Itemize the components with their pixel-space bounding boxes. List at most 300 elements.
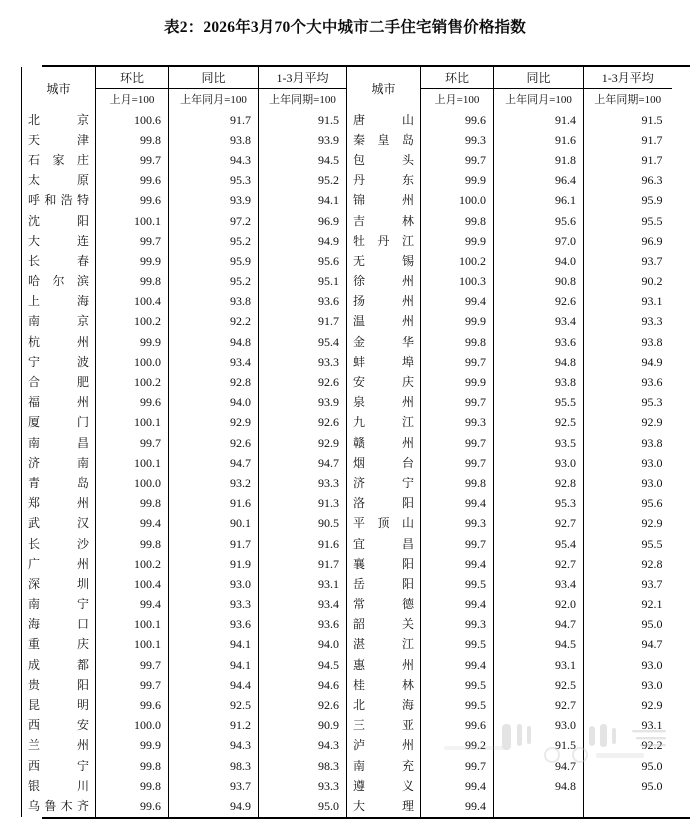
city-name-right — [347, 635, 421, 655]
value-mom-right: 99.8 — [421, 473, 494, 493]
city-label: 三亚 — [353, 718, 414, 733]
value-mom-right: 99.7 — [421, 393, 494, 413]
value-avg-left: 93.6 — [259, 292, 347, 312]
value-yoy-right: 95.5 — [494, 393, 584, 413]
city-label: 大理 — [353, 798, 414, 813]
value-avg-left: 92.6 — [259, 695, 347, 715]
table-row — [22, 695, 672, 715]
city-name-left — [22, 272, 96, 292]
city-label: 金华 — [353, 334, 414, 349]
city-label: 南充 — [353, 758, 414, 773]
city-name-right — [347, 453, 421, 473]
city-label: 宁波 — [28, 354, 89, 369]
city-label: 太原 — [28, 173, 89, 188]
value-yoy-left: 94.3 — [169, 736, 259, 756]
value-yoy-left: 92.2 — [169, 312, 259, 332]
city-name-left — [22, 494, 96, 514]
value-avg-left: 93.9 — [259, 393, 347, 413]
city-label: 南京 — [28, 314, 89, 329]
city-label: 海口 — [28, 617, 89, 632]
value-mom-left: 100.1 — [96, 453, 169, 473]
city-name-right — [347, 150, 421, 170]
city-name-left — [22, 433, 96, 453]
city-name-right — [347, 655, 421, 675]
table-row — [22, 372, 672, 392]
city-name-left — [22, 554, 96, 574]
value-yoy-right: 97.0 — [494, 231, 584, 251]
value-mom-left: 99.9 — [96, 736, 169, 756]
header-basis-yoy-right: 上年同月=100 — [494, 89, 584, 111]
city-name-right — [347, 736, 421, 756]
value-yoy-left: 90.1 — [169, 514, 259, 534]
value-avg-left: 93.3 — [259, 352, 347, 372]
value-yoy-right: 95.4 — [494, 534, 584, 554]
value-mom-right: 99.7 — [421, 453, 494, 473]
city-name-left — [22, 473, 96, 493]
value-mom-right: 99.2 — [421, 736, 494, 756]
value-avg-right: 94.9 — [641, 354, 663, 369]
value-yoy-left: 95.2 — [169, 231, 259, 251]
value-yoy-right: 91.5 — [494, 736, 584, 756]
city-label: 昆明 — [28, 698, 89, 713]
value-mom-left: 99.6 — [96, 171, 169, 191]
value-yoy-left: 92.8 — [169, 372, 259, 392]
city-label: 湛江 — [353, 637, 414, 652]
value-avg-right: 93.8 — [641, 435, 663, 450]
value-mom-right: 99.4 — [421, 494, 494, 514]
city-label: 包头 — [353, 152, 414, 167]
value-yoy-left: 93.4 — [169, 352, 259, 372]
city-name-right — [347, 171, 421, 191]
table-row — [22, 332, 672, 352]
city-name-right — [347, 534, 421, 554]
value-avg-right: 93.8 — [641, 334, 663, 349]
city-name-left — [22, 231, 96, 251]
city-name-left — [22, 695, 96, 715]
price-index-table — [21, 67, 672, 817]
value-avg-left: 94.0 — [259, 635, 347, 655]
value-avg-right: 91.5 — [641, 112, 663, 127]
value-avg-left: 90.9 — [259, 716, 347, 736]
value-avg-right: 96.3 — [641, 173, 663, 188]
header-group-avg-right: 1-3月平均 — [584, 67, 672, 89]
value-yoy-left: 93.2 — [169, 473, 259, 493]
city-label: 广州 — [28, 556, 89, 571]
value-avg-left: 90.5 — [259, 514, 347, 534]
city-label: 西安 — [28, 718, 89, 733]
header-basis-mom-right: 上月=100 — [421, 89, 494, 111]
city-name-left — [22, 130, 96, 150]
value-yoy-right: 92.8 — [494, 473, 584, 493]
value-yoy-left: 94.4 — [169, 675, 259, 695]
city-label: 沈阳 — [28, 213, 89, 228]
city-label: 宜昌 — [353, 536, 414, 551]
city-label: 蚌埠 — [353, 354, 414, 369]
city-name-right — [347, 272, 421, 292]
city-label: 深圳 — [28, 576, 89, 591]
value-yoy-right: 92.0 — [494, 595, 584, 615]
table-header — [22, 67, 672, 110]
table-area — [0, 65, 690, 819]
city-name-left — [22, 191, 96, 211]
value-avg-right: 93.7 — [641, 253, 663, 268]
city-label: 大连 — [28, 233, 89, 248]
table-row — [22, 716, 672, 736]
city-name-right — [347, 514, 421, 534]
city-name-left — [22, 413, 96, 433]
table-row — [22, 574, 672, 594]
value-yoy-right: 93.8 — [494, 372, 584, 392]
city-name-left — [22, 171, 96, 191]
value-avg-right: 93.0 — [641, 475, 663, 490]
value-avg-right: 93.7 — [641, 576, 663, 591]
city-name-right — [347, 695, 421, 715]
value-yoy-left: 93.9 — [169, 191, 259, 211]
city-name-right — [347, 372, 421, 392]
city-label: 郑州 — [28, 496, 89, 511]
table-row — [22, 494, 672, 514]
value-mom-right: 99.6 — [421, 110, 494, 130]
city-name-right — [347, 292, 421, 312]
city-name-right — [347, 574, 421, 594]
value-yoy-left: 94.0 — [169, 393, 259, 413]
city-label: 天津 — [28, 132, 89, 147]
value-mom-left: 100.1 — [96, 413, 169, 433]
value-mom-right: 99.7 — [421, 433, 494, 453]
value-mom-left: 99.7 — [96, 231, 169, 251]
city-name-right — [347, 231, 421, 251]
table-row — [22, 554, 672, 574]
value-yoy-right: 92.7 — [494, 554, 584, 574]
value-mom-right: 99.3 — [421, 514, 494, 534]
city-label: 济宁 — [353, 475, 414, 490]
value-mom-right: 99.7 — [421, 352, 494, 372]
value-mom-left: 99.7 — [96, 433, 169, 453]
value-yoy-right: 93.5 — [494, 433, 584, 453]
table-row — [22, 655, 672, 675]
header-group-yoy-left: 同比 — [169, 67, 259, 89]
value-yoy-left: 94.1 — [169, 655, 259, 675]
value-mom-left: 99.4 — [96, 595, 169, 615]
value-mom-left: 100.0 — [96, 352, 169, 372]
table-row — [22, 130, 672, 150]
city-name-right — [347, 615, 421, 635]
value-mom-right: 99.7 — [421, 150, 494, 170]
value-avg-left: 93.4 — [259, 595, 347, 615]
city-name-right — [347, 251, 421, 271]
value-mom-left: 99.8 — [96, 776, 169, 796]
value-avg-right: 95.6 — [641, 496, 663, 511]
city-label: 济南 — [28, 455, 89, 470]
value-mom-left: 100.4 — [96, 574, 169, 594]
value-mom-left: 99.6 — [96, 393, 169, 413]
value-avg-right: 93.0 — [641, 657, 663, 672]
value-avg-right: 95.0 — [641, 758, 663, 773]
city-label: 长春 — [28, 253, 89, 268]
value-yoy-left: 94.1 — [169, 635, 259, 655]
city-name-left — [22, 110, 96, 130]
city-label: 石家庄 — [28, 152, 89, 167]
value-avg-left: 95.4 — [259, 332, 347, 352]
value-avg-left: 93.6 — [259, 615, 347, 635]
city-name-right — [347, 393, 421, 413]
value-yoy-left: 93.7 — [169, 776, 259, 796]
value-mom-right: 99.4 — [421, 776, 494, 796]
city-name-right — [347, 191, 421, 211]
value-avg-right: 93.6 — [641, 375, 663, 390]
table-row — [22, 150, 672, 170]
city-name-left — [22, 574, 96, 594]
city-name-left — [22, 453, 96, 473]
city-name-left — [22, 615, 96, 635]
value-mom-right: 99.5 — [421, 675, 494, 695]
value-mom-right: 99.5 — [421, 574, 494, 594]
value-mom-right: 100.3 — [421, 272, 494, 292]
value-avg-left: 93.1 — [259, 574, 347, 594]
value-avg-left: 92.6 — [259, 413, 347, 433]
value-avg-left: 93.9 — [259, 130, 347, 150]
value-mom-right: 99.5 — [421, 635, 494, 655]
city-label: 哈尔滨 — [28, 274, 89, 289]
value-avg-left: 94.1 — [259, 191, 347, 211]
city-label: 赣州 — [353, 435, 414, 450]
value-yoy-right: 92.7 — [494, 695, 584, 715]
value-avg-right: 92.9 — [641, 698, 663, 713]
value-mom-left: 100.1 — [96, 635, 169, 655]
value-mom-right: 99.9 — [421, 231, 494, 251]
value-avg-right: 92.8 — [641, 556, 663, 571]
value-avg-right: 95.3 — [641, 395, 663, 410]
value-avg-left: 95.2 — [259, 171, 347, 191]
table-row — [22, 595, 672, 615]
table-row — [22, 736, 672, 756]
table-row — [22, 110, 672, 130]
value-avg-right: 92.9 — [641, 516, 663, 531]
value-avg-right: 93.0 — [641, 455, 663, 470]
table-row — [22, 514, 672, 534]
city-label: 福州 — [28, 395, 89, 410]
city-label: 南宁 — [28, 597, 89, 612]
value-mom-right: 99.4 — [421, 796, 494, 816]
city-label: 北海 — [353, 698, 414, 713]
value-mom-left: 99.9 — [96, 251, 169, 271]
value-yoy-right — [494, 796, 584, 816]
city-label: 扬州 — [353, 294, 414, 309]
city-label: 乌鲁木齐 — [28, 798, 89, 813]
value-mom-left: 100.1 — [96, 615, 169, 635]
table-row — [22, 473, 672, 493]
table-row — [22, 251, 672, 271]
value-avg-left: 95.6 — [259, 251, 347, 271]
value-avg-left: 92.6 — [259, 372, 347, 392]
value-yoy-left: 91.9 — [169, 554, 259, 574]
city-name-right — [347, 413, 421, 433]
city-name-left — [22, 211, 96, 231]
table-row — [22, 413, 672, 433]
value-mom-left: 100.2 — [96, 312, 169, 332]
city-name-left — [22, 796, 96, 816]
value-mom-right: 100.0 — [421, 191, 494, 211]
value-avg-right: 95.0 — [641, 617, 663, 632]
value-yoy-right: 90.8 — [494, 272, 584, 292]
value-avg-left: 94.6 — [259, 675, 347, 695]
value-avg-left: 96.9 — [259, 211, 347, 231]
value-mom-left: 99.4 — [96, 514, 169, 534]
value-mom-right: 99.3 — [421, 615, 494, 635]
value-mom-left: 100.2 — [96, 372, 169, 392]
city-name-left — [22, 251, 96, 271]
city-label: 北京 — [28, 112, 89, 127]
value-mom-left: 100.1 — [96, 211, 169, 231]
value-avg-right: 96.9 — [641, 233, 663, 248]
city-name-right — [347, 433, 421, 453]
header-group-mom-right: 环比 — [421, 67, 494, 89]
value-yoy-left: 95.9 — [169, 251, 259, 271]
city-name-left — [22, 352, 96, 372]
city-label: 呼和浩特 — [28, 193, 89, 208]
value-avg-left: 91.6 — [259, 534, 347, 554]
city-label: 长沙 — [28, 536, 89, 551]
value-mom-left: 100.0 — [96, 716, 169, 736]
table-row — [22, 272, 672, 292]
value-yoy-right: 95.3 — [494, 494, 584, 514]
city-name-left — [22, 150, 96, 170]
header-basis-mom-left: 上月=100 — [96, 89, 169, 111]
city-label: 襄阳 — [353, 556, 414, 571]
value-yoy-left: 93.8 — [169, 130, 259, 150]
city-label: 遵义 — [353, 778, 414, 793]
value-mom-right: 99.7 — [421, 534, 494, 554]
value-avg-right: 91.7 — [641, 132, 663, 147]
city-label: 秦皇岛 — [353, 132, 414, 147]
value-avg-left: 93.3 — [259, 473, 347, 493]
city-name-left — [22, 595, 96, 615]
value-avg-left: 91.5 — [259, 110, 347, 130]
city-label: 合肥 — [28, 375, 89, 390]
city-label: 温州 — [353, 314, 414, 329]
city-label: 岳阳 — [353, 576, 414, 591]
value-avg-left: 94.7 — [259, 453, 347, 473]
city-name-right — [347, 675, 421, 695]
city-name-left — [22, 655, 96, 675]
city-label: 南昌 — [28, 435, 89, 450]
table-row — [22, 171, 672, 191]
city-name-right — [347, 211, 421, 231]
city-label: 牡丹江 — [353, 233, 414, 248]
value-yoy-left: 91.7 — [169, 110, 259, 130]
value-mom-right: 99.4 — [421, 595, 494, 615]
value-avg-right — [584, 796, 672, 816]
value-yoy-left: 94.3 — [169, 150, 259, 170]
value-yoy-left: 94.8 — [169, 332, 259, 352]
value-yoy-left: 91.2 — [169, 716, 259, 736]
value-avg-right: 92.1 — [641, 597, 663, 612]
value-yoy-left: 98.3 — [169, 756, 259, 776]
value-mom-left: 99.8 — [96, 494, 169, 514]
value-yoy-right: 94.8 — [494, 776, 584, 796]
city-name-right — [347, 756, 421, 776]
city-name-left — [22, 756, 96, 776]
value-yoy-right: 92.5 — [494, 413, 584, 433]
city-label: 平顶山 — [353, 516, 414, 531]
value-yoy-left: 94.7 — [169, 453, 259, 473]
value-mom-right: 99.6 — [421, 716, 494, 736]
value-mom-left: 99.9 — [96, 332, 169, 352]
value-yoy-right: 91.8 — [494, 150, 584, 170]
city-label: 唐山 — [353, 112, 414, 127]
value-yoy-left: 94.9 — [169, 796, 259, 816]
city-name-left — [22, 514, 96, 534]
value-mom-left: 99.6 — [96, 191, 169, 211]
value-mom-right: 99.3 — [421, 413, 494, 433]
value-avg-left: 91.7 — [259, 554, 347, 574]
value-yoy-left: 95.2 — [169, 272, 259, 292]
city-name-left — [22, 372, 96, 392]
page-title: 表2：2026年3月70个大中城市二手住宅销售价格指数 — [164, 19, 526, 36]
value-mom-left: 99.7 — [96, 150, 169, 170]
value-yoy-right: 94.8 — [494, 352, 584, 372]
city-label: 韶关 — [353, 617, 414, 632]
table-row — [22, 292, 672, 312]
city-label: 重庆 — [28, 637, 89, 652]
city-label: 吉林 — [353, 213, 414, 228]
city-name-right — [347, 716, 421, 736]
value-mom-left: 99.7 — [96, 675, 169, 695]
city-label: 泸州 — [353, 738, 414, 753]
header-city-right: 城市 — [347, 67, 421, 110]
city-name-left — [22, 776, 96, 796]
header-group-mom-left: 环比 — [96, 67, 169, 89]
value-mom-left: 99.8 — [96, 130, 169, 150]
city-label: 安庆 — [353, 375, 414, 390]
value-avg-right: 95.5 — [641, 536, 663, 551]
city-name-left — [22, 393, 96, 413]
city-name-left — [22, 635, 96, 655]
table-row — [22, 534, 672, 554]
city-label: 无锡 — [353, 253, 414, 268]
value-yoy-right: 93.0 — [494, 453, 584, 473]
city-name-right — [347, 494, 421, 514]
value-avg-right: 93.3 — [641, 314, 663, 329]
value-yoy-right: 96.1 — [494, 191, 584, 211]
value-avg-right: 91.7 — [641, 152, 663, 167]
table-row — [22, 796, 672, 816]
value-yoy-right: 93.0 — [494, 716, 584, 736]
value-avg-left: 93.3 — [259, 776, 347, 796]
value-mom-right: 99.5 — [421, 695, 494, 715]
value-avg-right: 94.7 — [641, 637, 663, 652]
value-yoy-right: 93.6 — [494, 332, 584, 352]
city-label: 丹东 — [353, 173, 414, 188]
city-label: 兰州 — [28, 738, 89, 753]
table-row — [22, 231, 672, 251]
value-mom-right: 99.4 — [421, 655, 494, 675]
value-yoy-left: 92.5 — [169, 695, 259, 715]
value-mom-left: 100.0 — [96, 473, 169, 493]
value-mom-left: 100.2 — [96, 554, 169, 574]
value-yoy-right: 96.4 — [494, 171, 584, 191]
city-label: 上海 — [28, 294, 89, 309]
table-row — [22, 635, 672, 655]
value-mom-right: 99.9 — [421, 312, 494, 332]
city-label: 徐州 — [353, 274, 414, 289]
city-label: 武汉 — [28, 516, 89, 531]
city-name-right — [347, 595, 421, 615]
table-row — [22, 191, 672, 211]
value-yoy-left: 93.0 — [169, 574, 259, 594]
value-mom-right: 99.8 — [421, 332, 494, 352]
city-label: 泉州 — [353, 395, 414, 410]
